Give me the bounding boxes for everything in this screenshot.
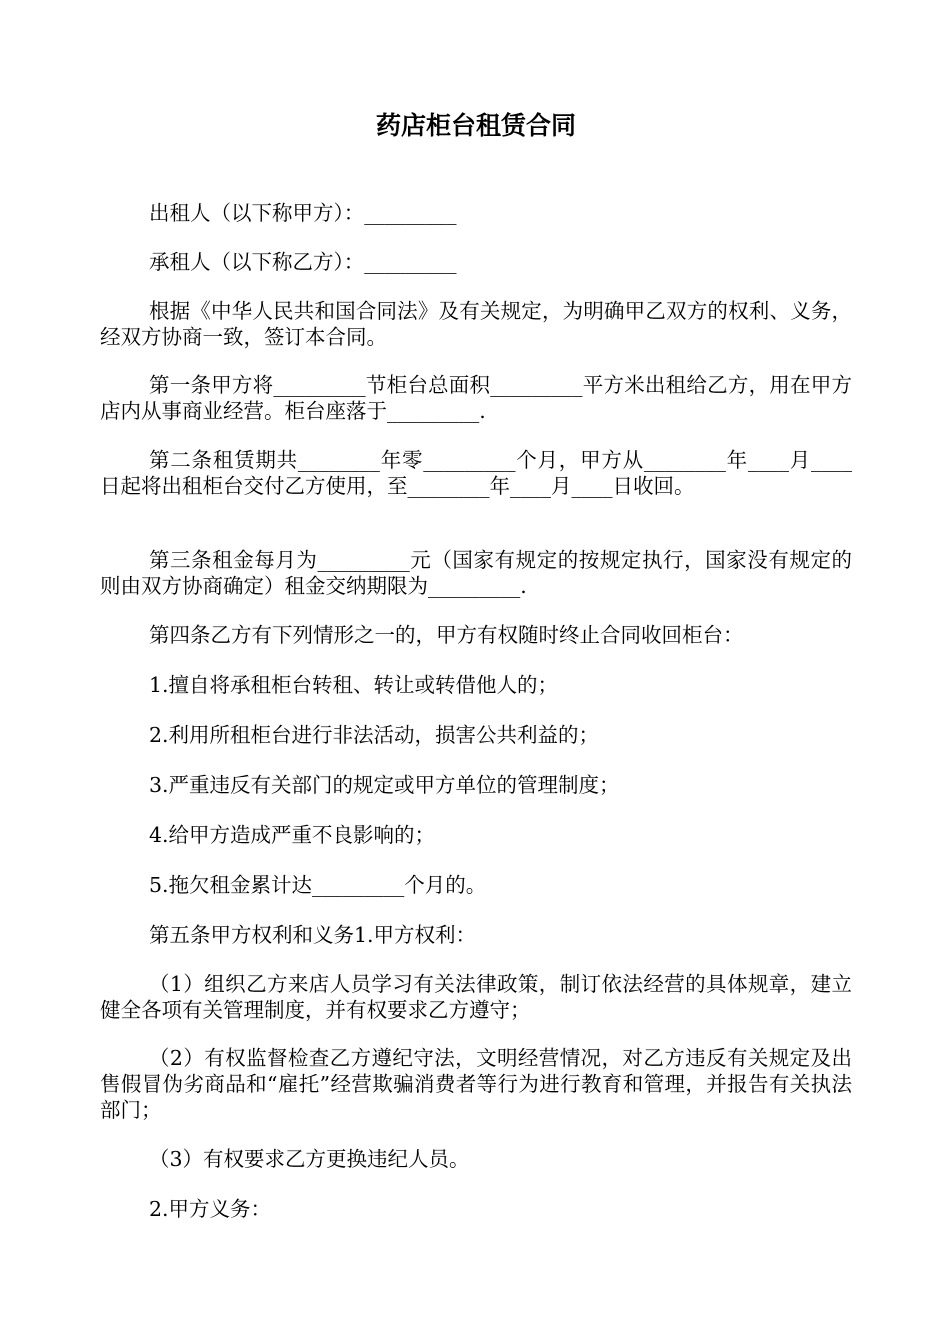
lessor-right-1: （1）组织乙方来店人员学习有关法律政策，制订依法经营的具体规章，建立健全各项有关管理制度，并有权要求乙方遵守；: [100, 972, 852, 1022]
lessor-right-3: （3）有权要求乙方更换违纪人员。: [149, 1147, 470, 1171]
article-1-paragraph: 第一条甲方将_________节柜台总面积_________平方米出租给乙方，用在甲方店内从事商业经营。柜台座落于_________.: [100, 373, 852, 423]
lessee-line: 承租人（以下称乙方）：_________: [149, 250, 457, 274]
article-3-paragraph: 第三条租金每月为_________元（国家有规定的按规定执行，国家没有规定的则由双方协商确定）租金交纳期限为_________.: [100, 548, 852, 598]
preamble-paragraph: 根据《中华人民共和国合同法》及有关规定，为明确甲乙双方的权利、义务，经双方协商一致，签订本合同。: [100, 299, 852, 349]
article-4-paragraph: 第四条乙方有下列情形之一的，甲方有权随时终止合同收回柜台：: [149, 623, 744, 647]
article-4-item-5: 5.拖欠租金累计达_________个月的。: [149, 873, 487, 897]
article-4-item-4: 4.给甲方造成严重不良影响的；: [149, 823, 436, 847]
lessor-right-2: （2）有权监督检查乙方遵纪守法，文明经营情况，对乙方违反有关规定及出售假冒伪劣商品和“雇托”经营欺骗消费者等行为进行教育和管理，并报告有关执法部门；: [100, 1046, 852, 1122]
document-title: 药店柜台租赁合同: [375, 111, 576, 140]
article-4-item-1: 1.擅自将承租柜台转租、转让或转借他人的；: [149, 673, 559, 697]
article-4-item-2: 2.利用所租柜台进行非法活动，损害公共利益的；: [149, 723, 600, 747]
lessor-obligations-heading: 2.甲方义务：: [149, 1197, 272, 1221]
article-2-paragraph: 第二条租赁期共________年零_________个月，甲方从________年____月____日起将出租柜台交付乙方使用，至________年____月____日收回。: [100, 448, 852, 498]
lessor-line: 出租人（以下称甲方）：_________: [149, 201, 457, 225]
article-5-paragraph: 第五条甲方权利和义务1.甲方权利：: [149, 923, 477, 947]
article-4-item-3: 3.严重违反有关部门的规定或甲方单位的管理制度；: [149, 773, 620, 797]
